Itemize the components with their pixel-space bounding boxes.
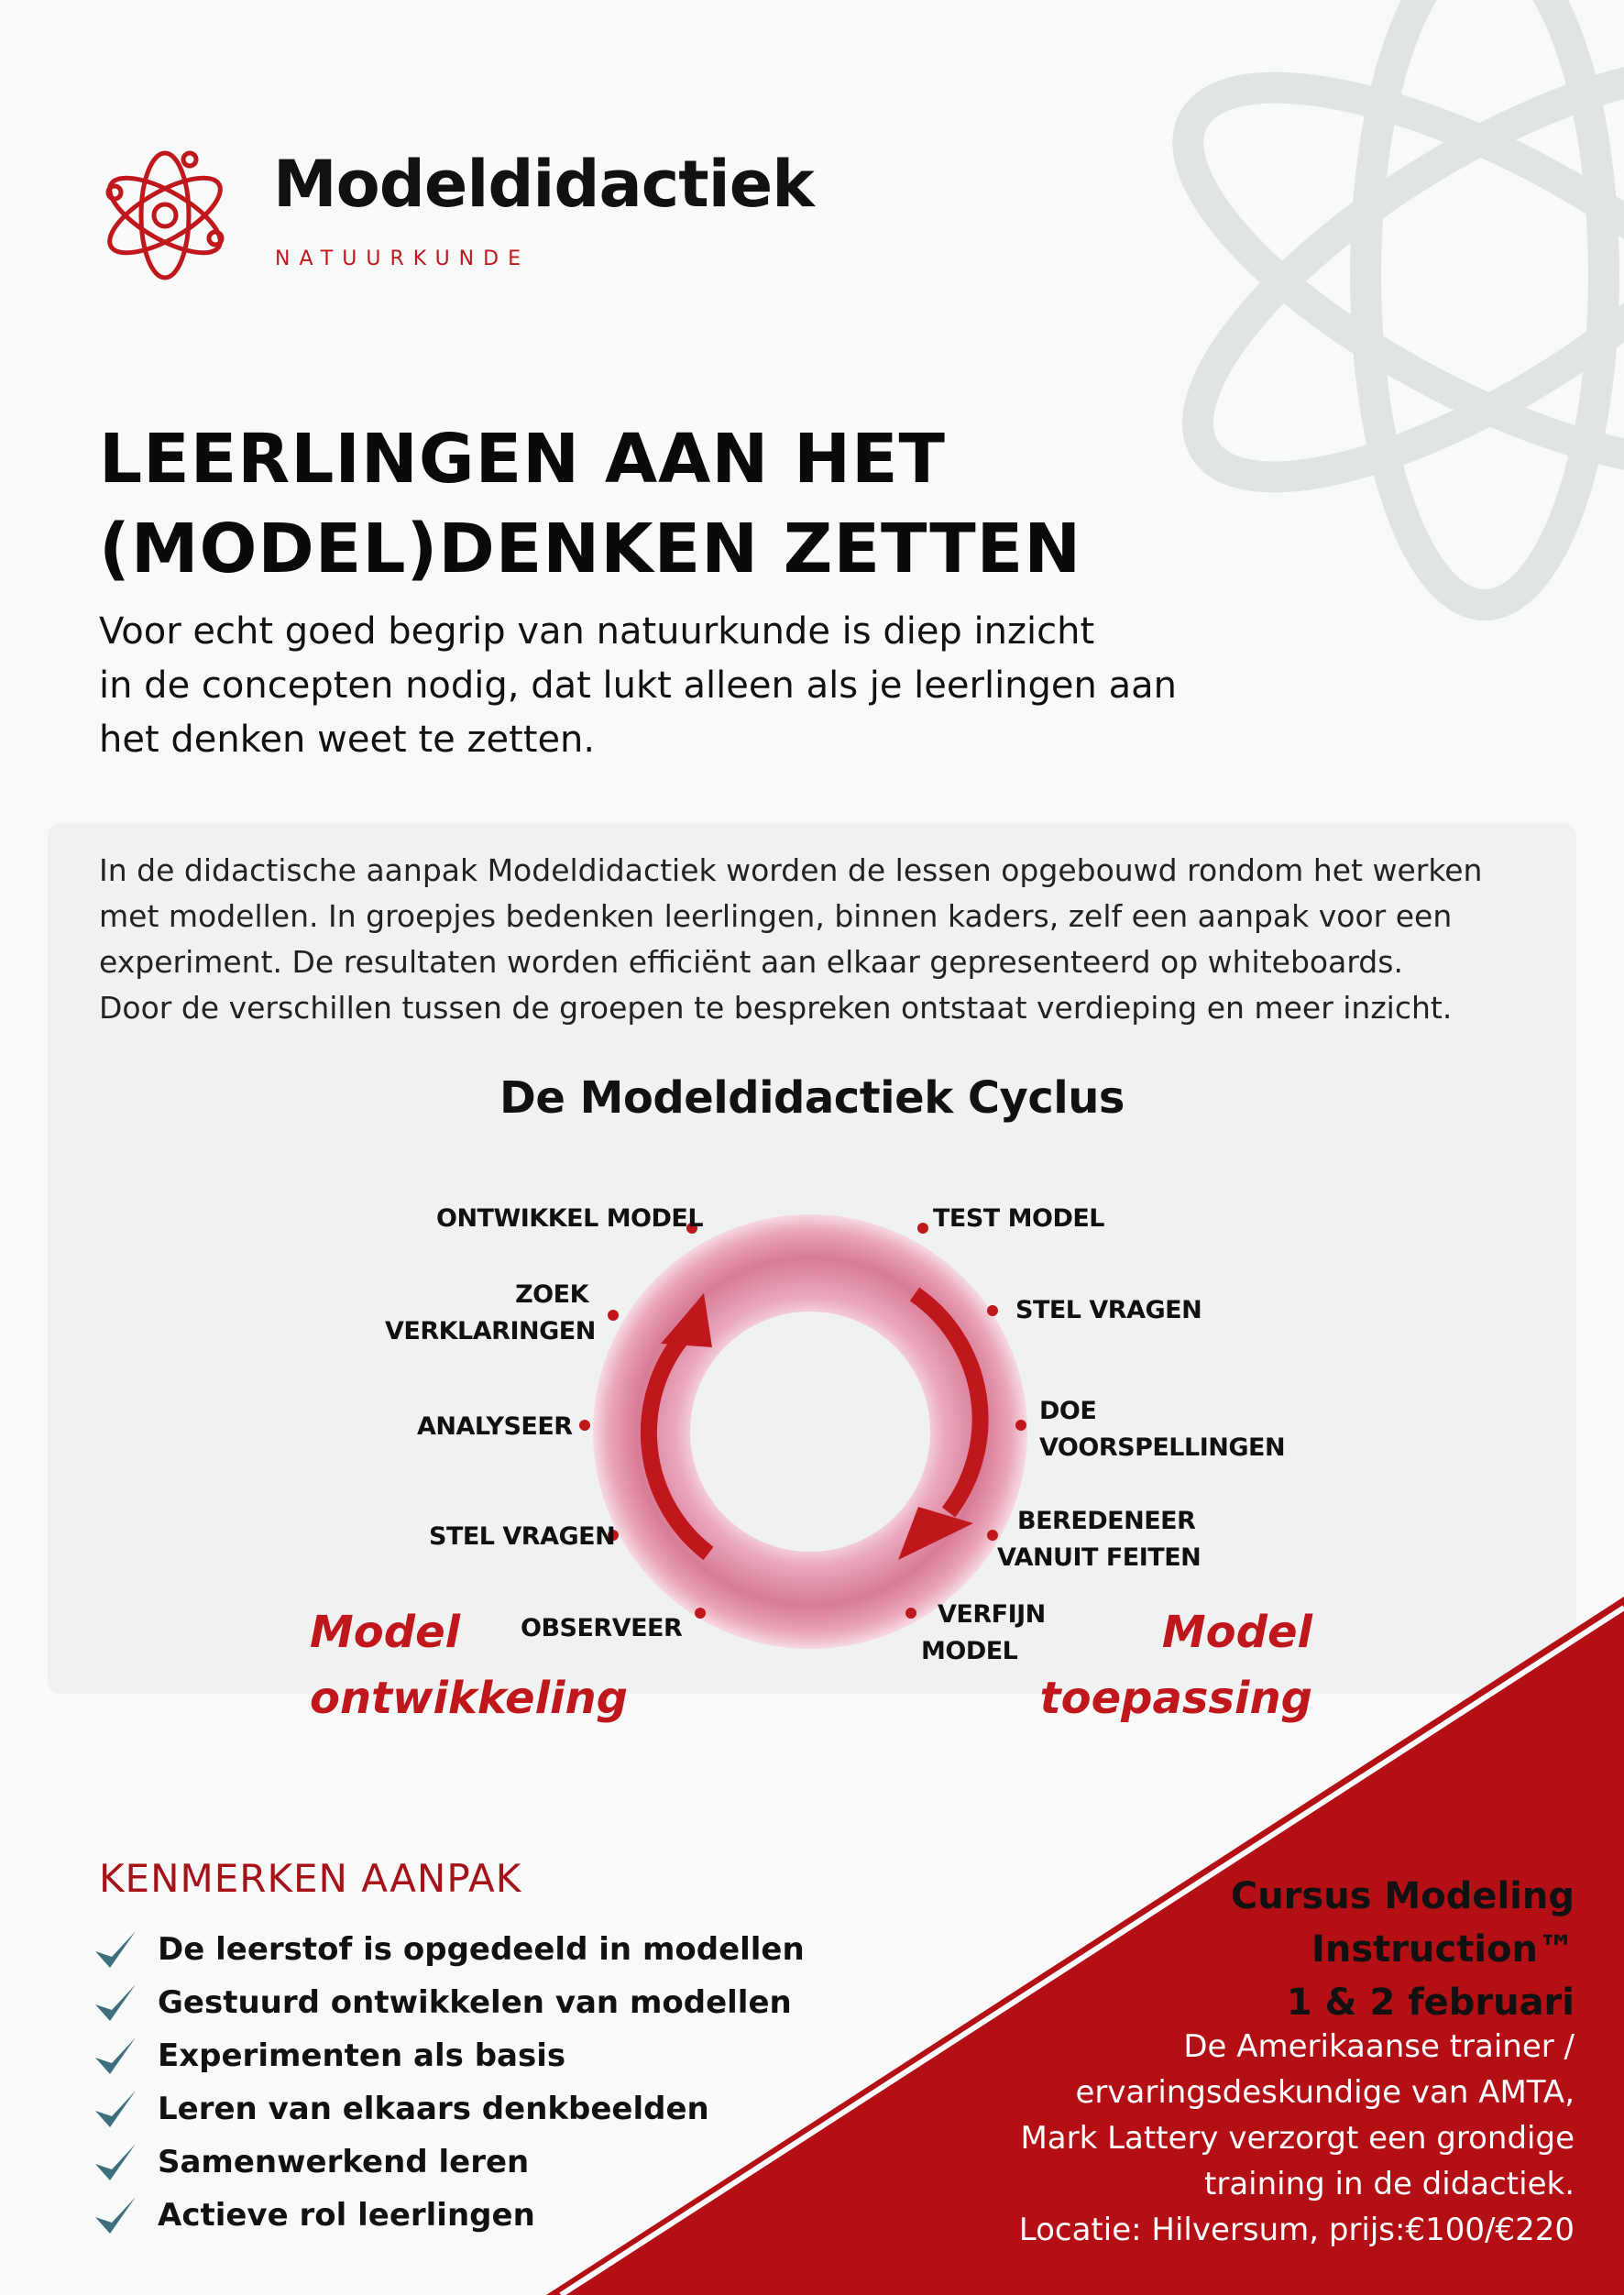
stage-ontwikkel-model: ONTWIKKEL MODEL [436, 1204, 704, 1233]
stage-beredeneer-line-2: VANUIT FEITEN [997, 1543, 1202, 1572]
body-line-4: Door de verschillen tussen de groepen te bespreken ontstaat verdieping en meer inzicht. [99, 990, 1453, 1026]
list-item [92, 2189, 805, 2242]
course-desc-line-1: De Amerikaanse trainer / [1183, 2028, 1575, 2065]
stage-doe-line-2: VOORSPELLINGEN [1039, 1433, 1286, 1462]
title-line-1: LEERLINGEN AAN HET [99, 420, 947, 499]
cycle-title: De Modeldidactiek Cyclus [499, 1072, 1125, 1124]
features-title: KENMERKEN AANPAK [99, 1856, 522, 1901]
feature-label: Gestuurd ontwikkelen van modellen [158, 1984, 792, 2021]
check-icon [92, 1981, 139, 2025]
list-item [92, 1923, 805, 1976]
phase-left-line-2: ontwikkeling [310, 1673, 629, 1724]
stage-verfijn-line-1: VERFIJN [938, 1600, 1046, 1629]
stage-analyseer: ANALYSEER [417, 1412, 573, 1441]
feature-label: Samenwerkend leren [158, 2144, 530, 2180]
course-description [1019, 2024, 1575, 2253]
course-location: Locatie: Hilversum, prijs:€100/€220 [1018, 2212, 1575, 2248]
phase-left-line-1: Model [310, 1607, 461, 1658]
stage-stel-vragen-left: STEL VRAGEN [429, 1522, 616, 1551]
stage-doe-line-1: DOE [1039, 1397, 1097, 1425]
list-item [92, 1976, 805, 2029]
intro-line-1: Voor echt goed begrip van natuurkunde is diep inzicht [99, 610, 1095, 653]
course-date: 1 & 2 februari [1286, 1982, 1575, 2024]
stage-test-model: TEST MODEL [933, 1204, 1105, 1233]
check-icon [92, 2193, 139, 2237]
check-icon [92, 2087, 139, 2131]
features-list [92, 1923, 805, 2242]
feature-label: De leerstof is opgedeeld in modellen [158, 1931, 805, 1968]
course-title-line-1: Cursus Modeling [1230, 1875, 1575, 1917]
list-item [92, 2029, 805, 2082]
brand-subtitle: NATUURKUNDE [275, 247, 530, 270]
check-icon [92, 2034, 139, 2078]
body-line-2: met modellen. In groepjes bedenken leerlingen, binnen kaders, zelf een aanpak voor een [99, 898, 1453, 934]
brand-name: Modeldidactiek [273, 147, 814, 222]
course-title [1231, 1870, 1575, 2029]
course-desc-line-4: training in de didactiek. [1204, 2166, 1575, 2202]
stage-verfijn-line-2: MODEL [921, 1637, 1018, 1665]
stage-zoek-line-2: VERKLARINGEN [385, 1317, 596, 1345]
course-title-line-2: Instruction™ [1311, 1928, 1575, 1971]
list-item [92, 2136, 805, 2189]
stage-stel-vragen-right: STEL VRAGEN [1015, 1296, 1202, 1324]
check-icon [92, 1927, 139, 1971]
intro-line-3: het denken weet te zetten. [99, 719, 596, 761]
title-line-2: (MODEL)DENKEN ZETTEN [99, 510, 1082, 588]
feature-label: Actieve rol leerlingen [158, 2197, 535, 2234]
stage-zoek-line-1: ZOEK [515, 1280, 588, 1309]
body-line-3: experiment. De resultaten worden efficiënt aan elkaar gepresenteerd op whiteboards. [99, 944, 1403, 980]
phase-right-line-1: Model [1161, 1607, 1312, 1658]
feature-label: Leren van elkaars denkbeelden [158, 2091, 709, 2127]
stage-observeer: OBSERVEER [521, 1614, 683, 1642]
phase-right-line-2: toepassing [1039, 1673, 1312, 1724]
phase-model-toepassing [1040, 1599, 1312, 1731]
feature-label: Experimenten als basis [158, 2037, 566, 2074]
course-desc-line-3: Mark Lattery verzorgt een grondige [1020, 2120, 1575, 2157]
check-icon [92, 2140, 139, 2184]
stage-beredeneer-line-1: BEREDENEER [1017, 1507, 1196, 1535]
list-item [92, 2082, 805, 2136]
body-line-1: In de didactische aanpak Modeldidactiek worden de lessen opgebouwd rondom het werken [99, 852, 1483, 888]
course-desc-line-2: ervaringsdeskundige van AMTA, [1075, 2074, 1575, 2111]
intro-line-2: in de concepten nodig, dat lukt alleen als je leerlingen aan [99, 664, 1177, 707]
